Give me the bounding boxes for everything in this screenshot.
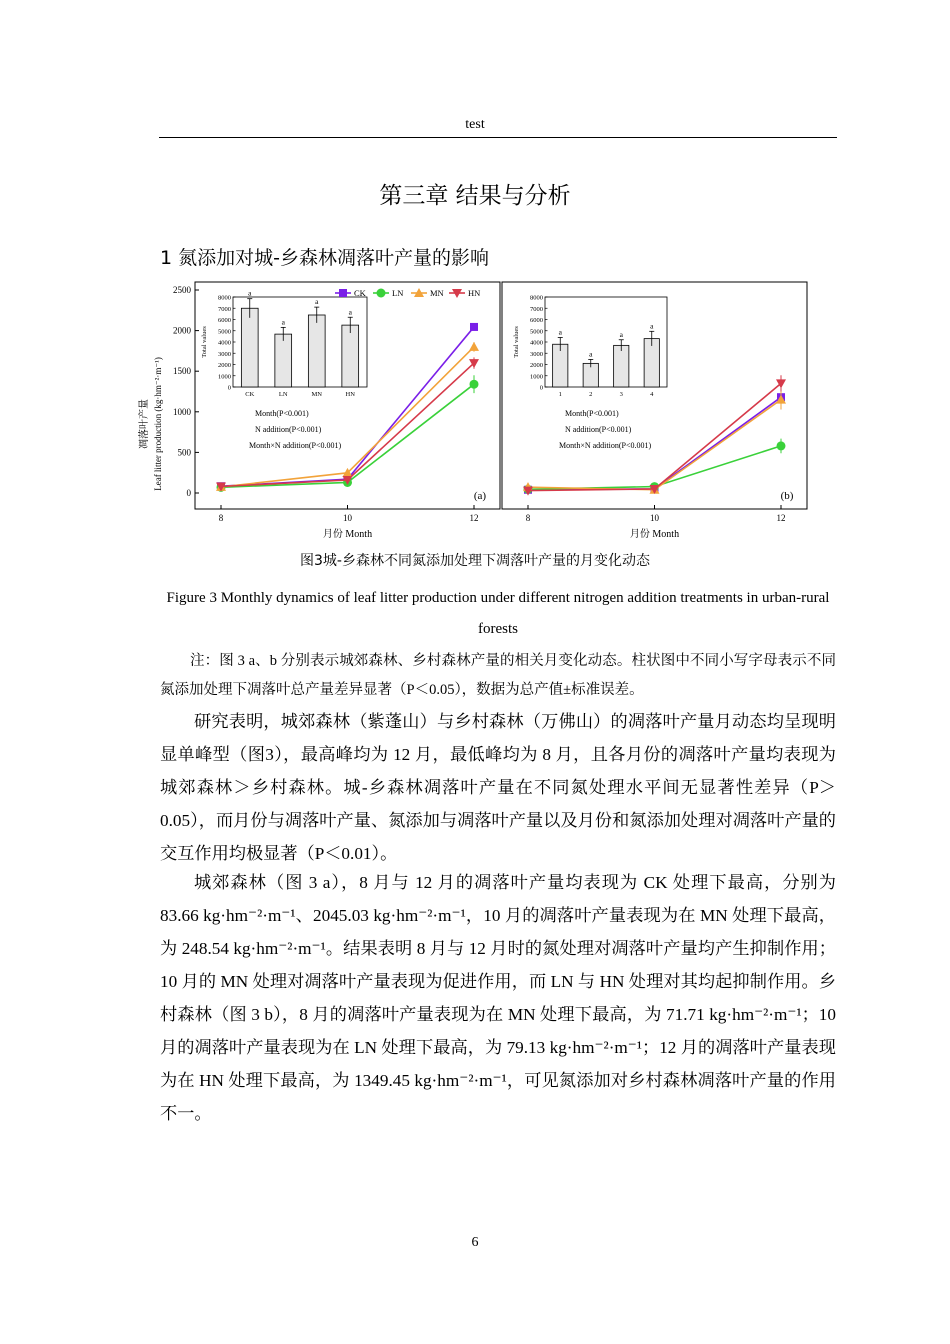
inset-y-tick-label: 3000: [530, 350, 543, 358]
y-tick-label: 2000: [173, 325, 191, 336]
page-number: 6: [471, 1235, 479, 1250]
body-paragraph-1: 研究表明，城郊森林（紫蓬山）与乡村森林（万佛山）的凋落叶产量月动态均呈现明显单峰型（图3），最高峰均为 12 月，最低峰均为 8 月，且各月份的凋落叶产量均表现为城郊森林＞乡村森林。城-乡森林凋落叶产量在不同氮处理水平间无显著性差异（P＞0.05），而月份与凋落叶产量、氮添加与凋落叶产量以及月份和氮添加处理对凋落叶产量的交互作用均极显著（P＜0.01）。: [160, 712, 836, 863]
inset-y-tick-label: 6000: [218, 317, 231, 324]
inset-significance-letter: a: [248, 288, 252, 298]
x-tick-label: 12: [776, 513, 786, 523]
legend-label-CK: CK: [354, 288, 366, 298]
point-LN: [777, 441, 786, 450]
figure-3-chart: [135, 276, 815, 544]
figure-caption-en: Figure 3 Monthly dynamics of leaf litter production under different nitrogen addition treatments in urban-rural forests: [166, 590, 830, 637]
y-axis-label-cn: 凋落叶产量: [139, 399, 150, 449]
running-header: test: [465, 117, 485, 132]
section-title: 1 氮添加对城-乡森林凋落叶产量的影响: [160, 247, 489, 269]
inset-y-tick-label: 7000: [218, 305, 231, 313]
stats-line: N addition(P<0.001): [565, 425, 632, 434]
inset-category-label: MN: [311, 391, 322, 398]
point-LN: [470, 380, 479, 389]
legend-label-HN: HN: [468, 288, 481, 298]
inset-significance-letter: a: [650, 321, 654, 331]
x-tick-label: 12: [469, 513, 479, 523]
x-axis-label: 月份 Month: [322, 529, 373, 540]
inset-category-label: 3: [619, 391, 623, 398]
body-paragraph-2: 城郊森林（图 3 a），8 月与 12 月的凋落叶产量均表现为 CK 处理下最高，分别为 83.66 kg·hm⁻²·m⁻¹、2045.03 kg·hm⁻²·m⁻¹，10 月的凋落叶产量表现为在 MN 处理下最高，为 248.54 kg·hm⁻²·m⁻¹。结果表明 8 月与 12 月时的氮处理对凋落叶产量均产生抑制作用；10 月的 MN 处理对凋落叶产量表现为促进作用，而 LN 与 HN 处理对其均起抑制作用。乡村森林（图 3 b），8 月的凋落叶产量表现为在 MN 处理下最高，为 71.71 kg·hm⁻²·m⁻¹；10 月的凋落叶产量表现为在 LN 处理下最高，为 79.13 kg·hm⁻²·m⁻¹；12 月的凋落叶产量表现为在 HN 处理下最高，为 1349.45 kg·hm⁻²·m⁻¹，可见氮添加对乡村森林凋落叶产量的作用不一。: [160, 873, 836, 1123]
inset-bar: [342, 325, 359, 387]
inset-bar: [275, 334, 292, 387]
point-MN: [469, 342, 479, 351]
inset-bar: [241, 308, 258, 387]
panel-label: (a): [473, 490, 487, 502]
inset-bar: [614, 345, 629, 387]
inset-y-tick-label: 5000: [530, 328, 543, 336]
x-tick-label: 10: [650, 513, 659, 523]
x-tick-label: 8: [525, 513, 531, 523]
legend-marker-CK: [339, 289, 347, 297]
x-tick-label: 10: [343, 513, 352, 523]
figure-caption-cn: 图3城-乡森林不同氮添加处理下凋落叶产量的月变化动态: [300, 553, 650, 569]
inset-significance-letter: a: [619, 329, 623, 339]
inset-significance-letter: a: [281, 317, 285, 327]
header-rule: [159, 137, 837, 138]
inset-y-tick-label: 4000: [530, 339, 543, 347]
inset-category-label: 1: [558, 391, 562, 398]
inset-y-tick-label: 1000: [530, 373, 543, 381]
inset-y-tick-label: 8000: [530, 294, 543, 302]
legend-marker-LN: [377, 289, 386, 298]
inset-category-label: HN: [345, 391, 355, 398]
inset-y-tick-label: 0: [539, 384, 543, 392]
legend-label-MN: MN: [430, 288, 444, 298]
inset-category-label: 2: [589, 391, 593, 398]
figure-note: 注：图 3 a、b 分别表示城郊森林、乡村森林产量的相关月变化动态。柱状图中不同小写字母表示不同氮添加处理下凋落叶总产量差异显著（P＜0.05），数据为总产值±标准误差。: [160, 653, 836, 698]
legend-label-LN: LN: [392, 288, 404, 298]
y-tick-label: 1000: [173, 406, 191, 417]
y-axis-label-en: Leaf litter production (kg·hm⁻²·m⁻¹): [153, 357, 163, 491]
stats-line: Month×N addition(P<0.001): [249, 441, 342, 450]
panel-frame-2: [502, 282, 807, 509]
inset-y-tick-label: 4000: [218, 339, 231, 347]
point-CK: [470, 323, 478, 331]
inset-y-tick-label: 8000: [218, 294, 231, 302]
inset-y-tick-label: 1000: [218, 373, 231, 381]
inset-category-label: LN: [278, 391, 288, 398]
x-tick-label: 8: [218, 513, 224, 523]
inset-y-tick-label: 2000: [218, 362, 231, 369]
inset-y-label: Total values: [513, 326, 520, 358]
inset-significance-letter: a: [315, 297, 319, 307]
inset-category-label: CK: [245, 391, 255, 398]
inset-y-tick-label: 7000: [530, 305, 543, 313]
inset-y-tick-label: 2000: [530, 362, 543, 369]
inset-bar: [308, 315, 325, 387]
inset-y-tick-label: 3000: [218, 350, 231, 358]
stats-line: Month(P<0.001): [565, 409, 619, 418]
stats-line: Month×N addition(P<0.001): [559, 441, 652, 450]
inset-y-tick-label: 5000: [218, 328, 231, 336]
inset-significance-letter: a: [558, 327, 562, 337]
y-tick-label: 1500: [173, 366, 191, 377]
x-axis-label: 月份 Month: [629, 529, 680, 540]
chapter-title: 第三章 结果与分析: [379, 183, 571, 209]
inset-y-tick-label: 6000: [530, 317, 543, 324]
inset-significance-letter: a: [348, 307, 352, 317]
panel-label: (b): [780, 490, 794, 502]
series-line-HN: [528, 383, 781, 490]
stats-line: N addition(P<0.001): [255, 425, 322, 434]
y-tick-label: 500: [177, 447, 191, 458]
y-tick-label: 2500: [173, 285, 191, 295]
inset-y-tick-label: 0: [227, 384, 231, 392]
inset-category-label: 4: [650, 391, 654, 398]
inset-y-label: Total values: [201, 326, 208, 358]
y-tick-label: 0: [186, 488, 191, 498]
stats-line: Month(P<0.001): [255, 409, 309, 418]
inset-significance-letter: a: [589, 349, 593, 359]
